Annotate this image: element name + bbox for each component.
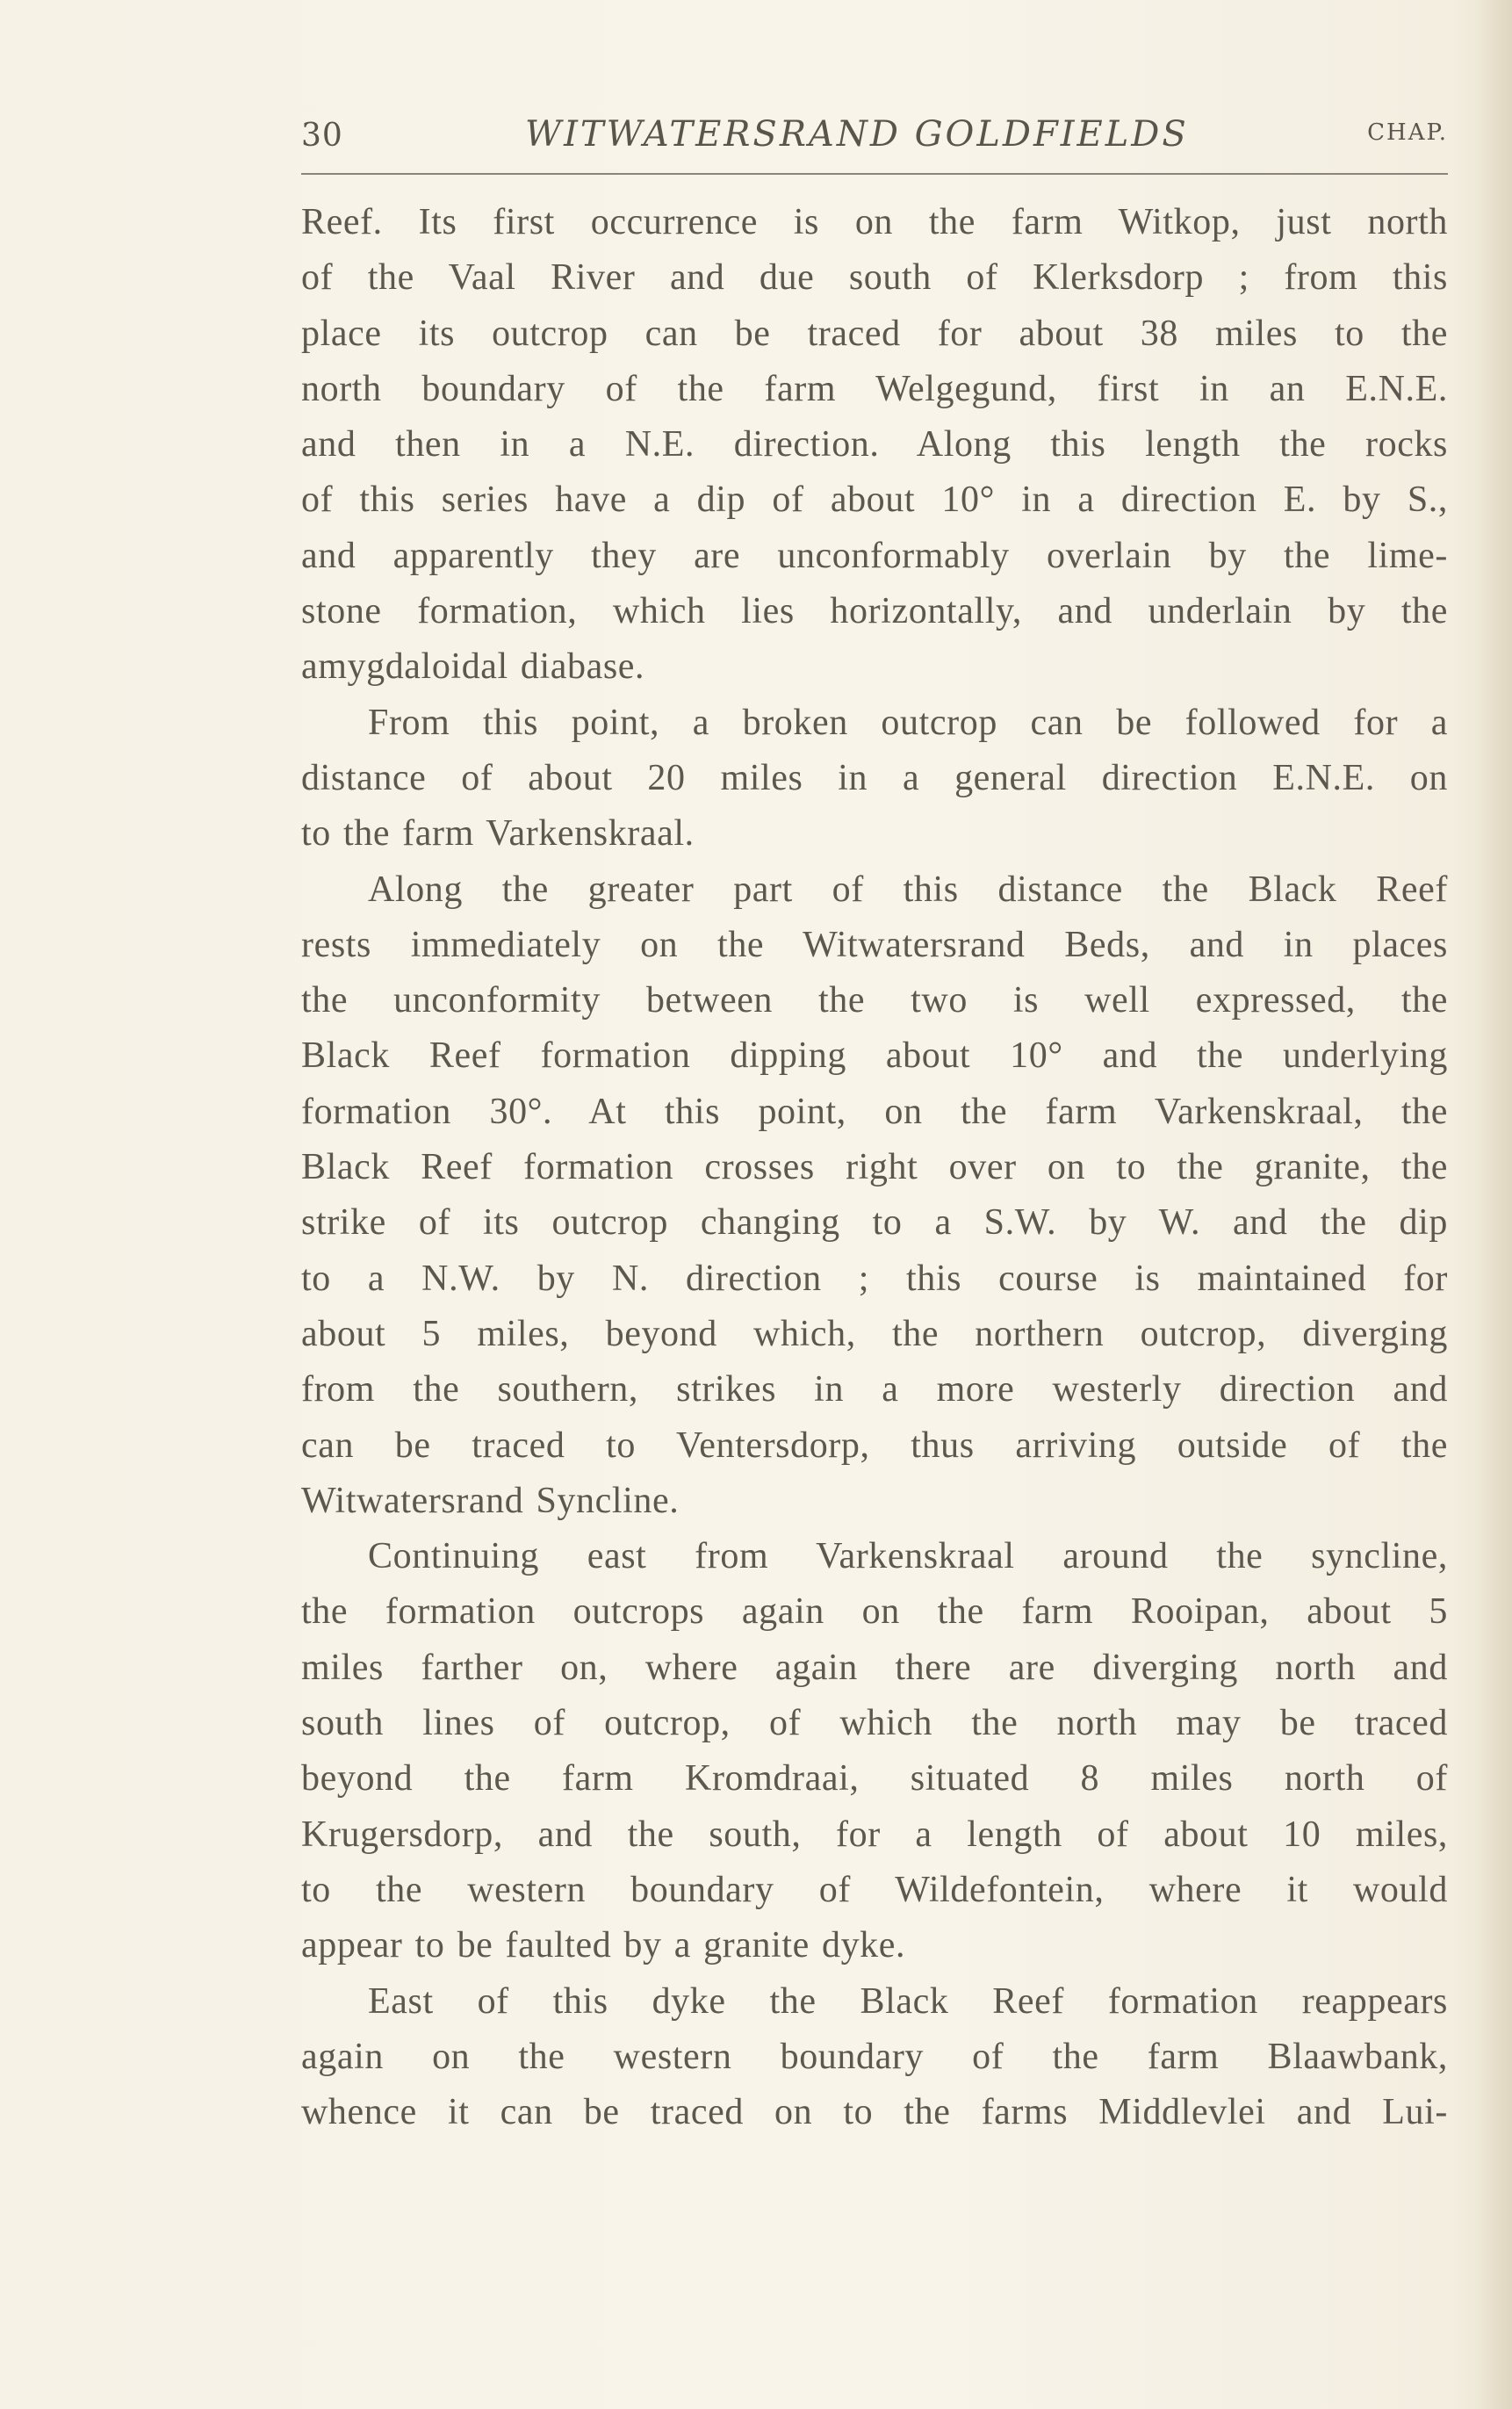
text-line: the unconformity between the two is well expressed, the: [301, 980, 1448, 1021]
text-line: to the farm Varkenskraal.: [301, 813, 695, 855]
page-number: 30: [301, 118, 343, 154]
text-line: north boundary of the farm Welgegund, first in an E.N.E.: [301, 368, 1448, 409]
page-edge-shadow: [1477, 0, 1512, 2409]
running-title: WITWATERSRAND GOLDFIELDS: [525, 114, 1189, 155]
text-line: again on the western boundary of the farm Blaawbank,: [301, 2036, 1448, 2077]
paragraph: [301, 862, 1448, 1530]
text-line: of the Vaal River and due south of Klerksdorp ; from this: [301, 257, 1448, 299]
text-line: From this point, a broken outcrop can be followed for a: [368, 702, 1448, 743]
text-line: amygdaloidal diabase.: [301, 646, 645, 688]
text-line: beyond the farm Kromdraai, situated 8 miles north of: [301, 1758, 1448, 1800]
text-line: place its outcrop can be traced for about 38 miles to the: [301, 313, 1448, 354]
text-line: from the southern, strikes in a more westerly direction and: [301, 1369, 1448, 1410]
text-line: formation 30°. At this point, on the farm Varkenskraal, the: [301, 1091, 1448, 1132]
text-line: appear to be faulted by a granite dyke.: [301, 1925, 906, 1966]
paragraph: [301, 696, 1448, 862]
text-line: of this series have a dip of about 10° in a direction E. by S.,: [301, 480, 1448, 521]
text-line: can be traced to Ventersdorp, thus arriving outside of the: [301, 1424, 1448, 1466]
text-line: Witwatersrand Syncline.: [301, 1480, 680, 1521]
body-text: [301, 195, 1448, 2140]
text-line: Continuing east from Varkenskraal around the syncline,: [368, 1536, 1448, 1577]
chapter-label: CHAP.: [1367, 119, 1448, 146]
text-line: and then in a N.E. direction. Along this length the rocks: [301, 424, 1448, 465]
text-line: Along the greater part of this distance the Black Reef: [368, 869, 1448, 910]
running-header: [301, 111, 1448, 163]
text-line: Black Reef formation dipping about 10° and the underlying: [301, 1035, 1448, 1077]
text-line: Reef. Its first occurrence is on the farm Witkop, just north: [301, 202, 1448, 242]
text-line: whence it can be traced on to the farms Middlevlei and Lui-: [301, 2092, 1448, 2133]
text-line: Black Reef formation crosses right over on to the granite, the: [301, 1147, 1448, 1188]
text-line: and apparently they are unconformably overlain by the lime-: [301, 535, 1448, 576]
text-line: Krugersdorp, and the south, for a length of about 10 miles,: [301, 1814, 1448, 1855]
text-line: to the western boundary of Wildefontein, where it would: [301, 1869, 1448, 1910]
paragraph: [301, 1529, 1448, 1973]
text-line: stone formation, which lies horizontally, and underlain by the: [301, 591, 1448, 632]
text-line: East of this dyke the Black Reef formation reappears: [368, 1980, 1448, 2022]
text-line: south lines of outcrop, of which the north may be traced: [301, 1703, 1448, 1744]
text-line: rests immediately on the Witwatersrand Beds, and in places: [301, 924, 1448, 965]
text-line: the formation outcrops again on the farm Rooipan, about 5: [301, 1591, 1448, 1633]
text-line: about 5 miles, beyond which, the northern outcrop, diverging: [301, 1313, 1448, 1354]
text-line: distance of about 20 miles in a general direction E.N.E. on: [301, 757, 1448, 798]
text-line: strike of its outcrop changing to a S.W. by W. and the dip: [301, 1202, 1448, 1244]
header-rule: [301, 173, 1448, 175]
text-line: miles farther on, where again there are diverging north and: [301, 1647, 1448, 1688]
paragraph: [301, 1974, 1448, 2141]
paragraph: [301, 195, 1448, 696]
text-line: to a N.W. by N. direction ; this course is maintained for: [301, 1258, 1448, 1299]
